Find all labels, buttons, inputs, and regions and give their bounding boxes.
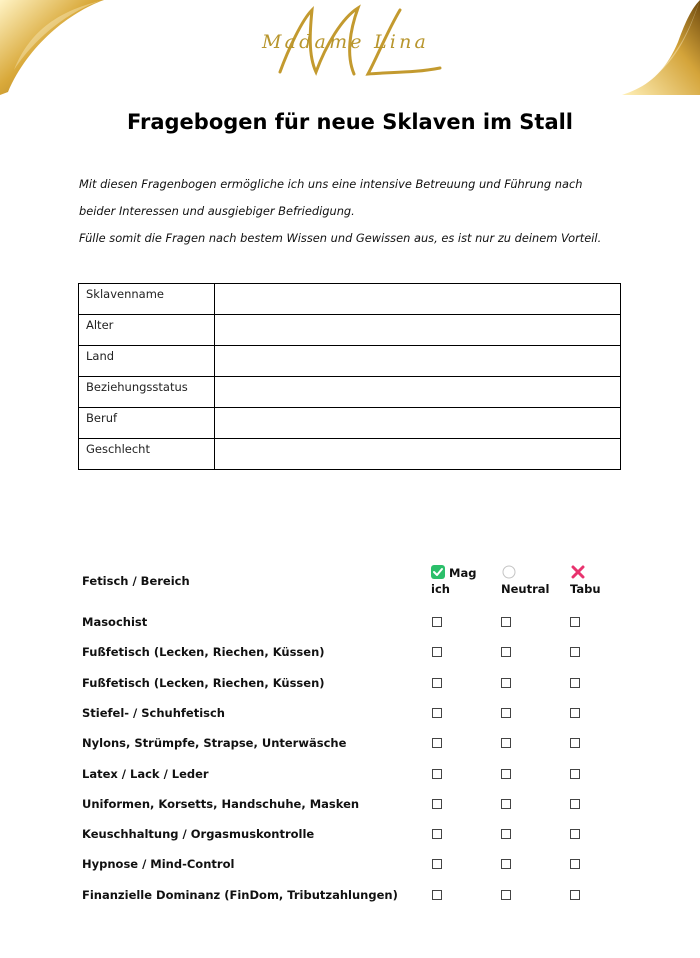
fetish-name: Masochist xyxy=(82,615,148,629)
checkbox-neutral[interactable] xyxy=(501,829,511,839)
info-label: Alter xyxy=(79,315,215,346)
checkbox-tabu[interactable] xyxy=(570,617,580,627)
fetish-name: Finanzielle Dominanz (FinDom, Tributzahlungen) xyxy=(82,887,398,902)
info-row xyxy=(79,284,621,315)
fetish-column-header: Fetisch / Bereich xyxy=(82,574,190,588)
fetish-row xyxy=(0,825,700,845)
fetish-row xyxy=(0,674,700,694)
checkbox-tabu[interactable] xyxy=(570,799,580,809)
col-header-neutral: Neutral xyxy=(501,565,549,597)
info-value-input[interactable] xyxy=(215,439,624,471)
checkbox-neutral[interactable] xyxy=(501,617,511,627)
red-x-icon xyxy=(570,565,586,579)
fetish-row xyxy=(0,795,700,815)
info-value-input[interactable] xyxy=(215,408,624,440)
info-value-input[interactable] xyxy=(215,315,624,347)
fetish-name: Hypnose / Mind-Control xyxy=(82,857,235,872)
checkbox-tabu[interactable] xyxy=(570,647,580,657)
info-row xyxy=(79,408,621,439)
info-row xyxy=(79,346,621,377)
gold-page-curl-left-icon xyxy=(0,0,110,95)
info-value-input[interactable] xyxy=(215,284,624,316)
checkbox-neutral[interactable] xyxy=(501,799,511,809)
gold-page-curl-right-icon xyxy=(620,0,700,95)
fetish-name: Keuschhaltung / Orgasmuskontrolle xyxy=(82,827,315,842)
checkbox-tabu[interactable] xyxy=(570,738,580,748)
fetish-name: Nylons, Strümpfe, Strapse, Unterwäsche xyxy=(82,736,347,751)
fetish-row xyxy=(0,886,700,906)
info-value-input[interactable] xyxy=(215,346,624,378)
intro-line-3: Fülle somit die Fragen nach bestem Wissen und Gewissen aus, es ist nur zu deinem Vorteil. xyxy=(79,231,602,245)
personal-info-table xyxy=(78,283,621,470)
page-title: Fragebogen für neue Sklaven im Stall xyxy=(126,110,574,134)
checkbox-neutral[interactable] xyxy=(501,890,511,900)
info-value-cell xyxy=(215,315,621,346)
checkbox-tabu[interactable] xyxy=(570,859,580,869)
info-label: Beziehungsstatus xyxy=(79,377,215,408)
checkbox-mag-ich[interactable] xyxy=(432,738,442,748)
fetish-row xyxy=(0,855,700,875)
checkbox-mag-ich[interactable] xyxy=(432,799,442,809)
logo-wordmark: Madame Lina xyxy=(262,31,430,53)
intro-line-2: beider Interessen und ausgiebiger Befriedigung. xyxy=(79,204,355,218)
checkbox-neutral[interactable] xyxy=(501,678,511,688)
green-check-icon xyxy=(431,565,445,579)
checkbox-mag-ich[interactable] xyxy=(432,859,442,869)
info-value-cell xyxy=(215,284,621,315)
empty-circle-icon xyxy=(502,565,516,579)
intro-line-1: Mit diesen Fragenbogen ermögliche ich uns eine intensive Betreuung und Führung nach xyxy=(79,177,583,191)
info-label: Beruf xyxy=(79,408,215,439)
info-row xyxy=(79,377,621,408)
checkbox-neutral[interactable] xyxy=(501,769,511,779)
fetish-row xyxy=(0,765,700,785)
col-header-tabu: Tabu xyxy=(570,565,601,597)
checkbox-mag-ich[interactable] xyxy=(432,769,442,779)
checkbox-mag-ich[interactable] xyxy=(432,708,442,718)
info-label: Land xyxy=(79,346,215,377)
checkbox-mag-ich[interactable] xyxy=(432,890,442,900)
fetish-name: Fußfetisch (Lecken, Riechen, Küssen) xyxy=(82,645,325,660)
fetish-row xyxy=(0,704,700,724)
checkbox-tabu[interactable] xyxy=(570,890,580,900)
fetish-row xyxy=(0,734,700,754)
fetish-name: Stiefel- / Schuhfetisch xyxy=(82,705,225,720)
checkbox-mag-ich[interactable] xyxy=(432,647,442,657)
fetish-name: Fußfetisch (Lecken, Riechen, Küssen) xyxy=(82,675,325,690)
checkbox-neutral[interactable] xyxy=(501,708,511,718)
info-value-cell xyxy=(215,439,621,470)
info-row xyxy=(79,439,621,470)
checkbox-mag-ich[interactable] xyxy=(432,678,442,688)
checkbox-tabu[interactable] xyxy=(570,708,580,718)
fetish-row xyxy=(0,643,700,663)
fetish-name: Uniformen, Korsetts, Handschuhe, Masken xyxy=(82,796,360,811)
info-label: Geschlecht xyxy=(79,439,215,470)
fetish-row xyxy=(0,613,700,633)
col-header-mag-ich: Mag ich xyxy=(431,566,477,596)
info-label: Sklavenname xyxy=(79,284,215,315)
checkbox-neutral[interactable] xyxy=(501,738,511,748)
info-value-input[interactable] xyxy=(215,377,624,409)
fetish-name: Latex / Lack / Leder xyxy=(82,766,209,781)
checkbox-tabu[interactable] xyxy=(570,829,580,839)
info-value-cell xyxy=(215,408,621,439)
checkbox-tabu[interactable] xyxy=(570,678,580,688)
checkbox-neutral[interactable] xyxy=(501,859,511,869)
info-value-cell xyxy=(215,346,621,377)
info-row xyxy=(79,315,621,346)
checkbox-mag-ich[interactable] xyxy=(432,829,442,839)
checkbox-neutral[interactable] xyxy=(501,647,511,657)
checkbox-mag-ich[interactable] xyxy=(432,617,442,627)
checkbox-tabu[interactable] xyxy=(570,769,580,779)
info-value-cell xyxy=(215,377,621,408)
